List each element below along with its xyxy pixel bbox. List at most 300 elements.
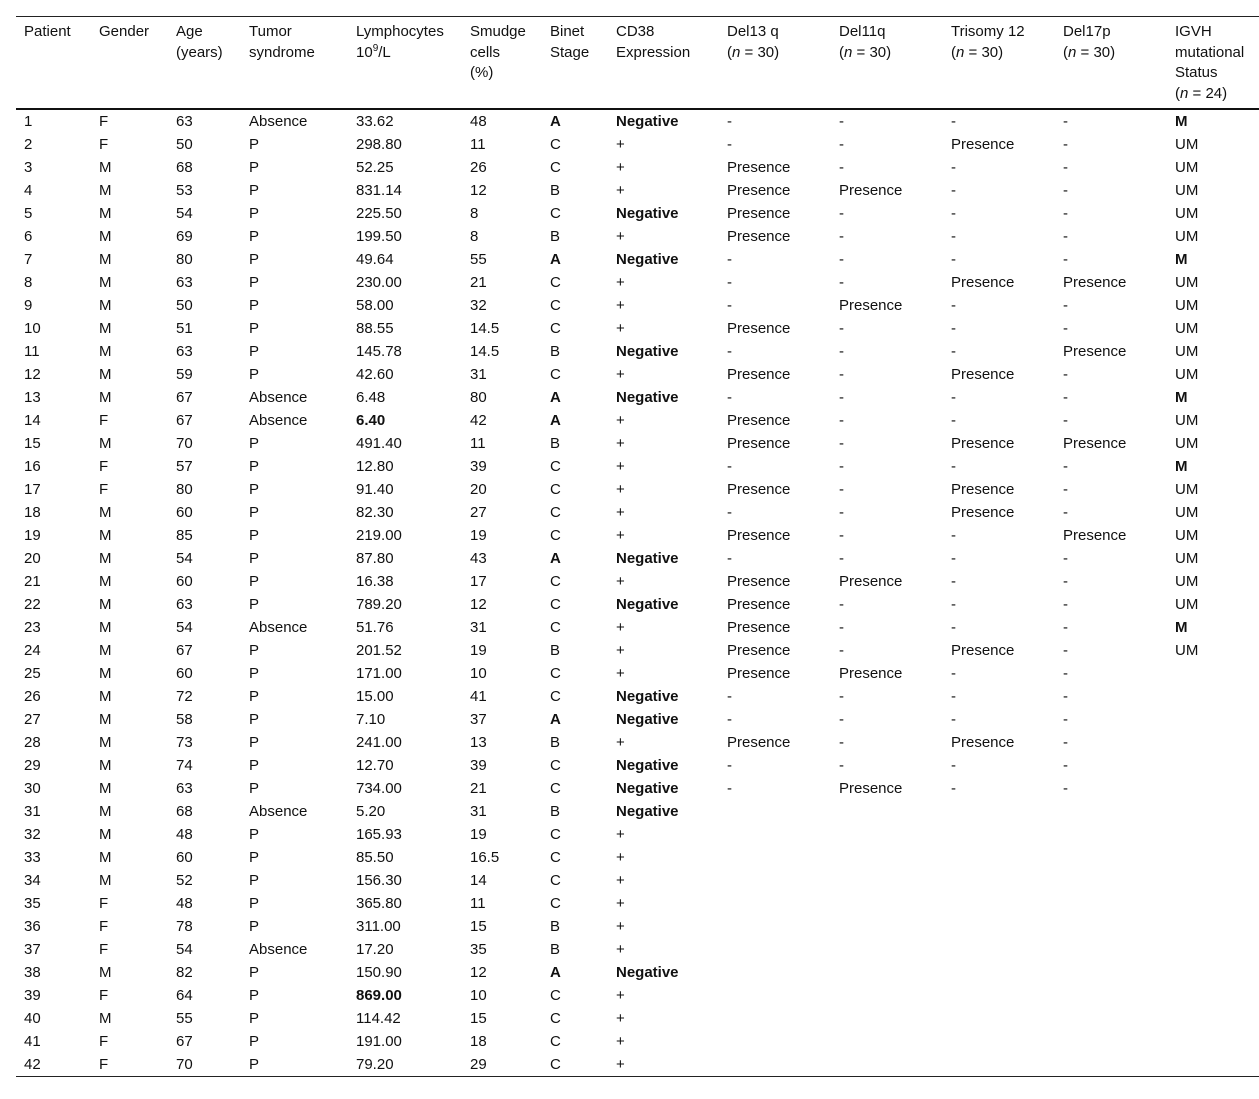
cell-lymphocytes: 33.62 — [356, 113, 394, 130]
cell-lymphocytes: 52.25 — [356, 159, 394, 176]
cell-age: 60 — [176, 849, 193, 866]
cell-igvh — [1167, 961, 1259, 984]
cell-patient: 42 — [24, 1056, 41, 1073]
cell-gender: M — [99, 803, 112, 820]
cell-lymphocytes: 12.70 — [356, 757, 394, 774]
cell-gender: M — [99, 964, 112, 981]
cell-binet-stage: C — [550, 780, 561, 797]
cell-lymphocytes: 42.60 — [356, 366, 394, 383]
cell-lymphocytes: 6.48 — [356, 389, 386, 406]
cell-smudge-cells: 18 — [470, 1033, 487, 1050]
cell-smudge-cells: 14.5 — [470, 320, 500, 337]
cell-smudge-cells: 55 — [470, 251, 487, 268]
cell-age: 59 — [176, 366, 193, 383]
cell-del11q: - — [839, 688, 844, 705]
cell-trisomy12 — [943, 869, 1055, 892]
cell-trisomy12: - — [951, 665, 956, 682]
cell-smudge-cells: 31 — [470, 803, 487, 820]
n-label: (n = 30) — [839, 43, 892, 61]
cell-binet-stage: C — [550, 297, 561, 314]
table-body — [16, 109, 1259, 1077]
cell-patient: 34 — [24, 872, 41, 889]
cell-del17p: - — [1063, 550, 1068, 567]
cell-age: 50 — [176, 136, 193, 153]
cell-gender: F — [99, 941, 109, 958]
cell-lymphocytes: 230.00 — [356, 274, 402, 291]
cell-gender: M — [99, 780, 112, 797]
cell-gender: M — [99, 734, 112, 751]
cell-smudge-cells: 15 — [470, 1010, 487, 1027]
cell-igvh — [1167, 777, 1259, 800]
cell-binet-stage: C — [550, 872, 561, 889]
cell-del11q — [831, 846, 943, 869]
cell-binet-stage: C — [550, 1033, 561, 1050]
cell-patient: 30 — [24, 780, 41, 797]
n-label: (n = 30) — [727, 43, 780, 61]
cell-smudge-cells: 48 — [470, 113, 487, 130]
cell-del13q — [719, 846, 831, 869]
cell-tumor-syndrome: P — [249, 481, 260, 498]
table-row — [16, 202, 1259, 225]
cell-patient: 13 — [24, 389, 41, 406]
cell-cd38: Negative — [616, 688, 679, 705]
cell-age: 54 — [176, 941, 193, 958]
cell-age: 78 — [176, 918, 193, 935]
table-row — [16, 271, 1259, 294]
cell-binet-stage: B — [550, 734, 561, 751]
cell-gender: F — [99, 918, 109, 935]
cell-tumor-syndrome: P — [249, 780, 260, 797]
table-row — [16, 363, 1259, 386]
cell-trisomy12: - — [951, 297, 956, 314]
cell-del13q — [719, 800, 831, 823]
cell-binet-stage: C — [550, 1056, 561, 1073]
cell-del17p — [1055, 823, 1167, 846]
cell-binet-stage: B — [550, 343, 561, 360]
cell-gender: M — [99, 573, 112, 590]
cell-igvh: UM — [1175, 504, 1199, 521]
cell-del17p: - — [1063, 711, 1068, 728]
table-row — [16, 777, 1259, 800]
cell-smudge-cells: 37 — [470, 711, 487, 728]
cell-tumor-syndrome: P — [249, 688, 260, 705]
cell-gender: M — [99, 688, 112, 705]
cell-patient: 5 — [24, 205, 33, 222]
cell-trisomy12: Presence — [951, 435, 1015, 452]
cell-del13q: Presence — [727, 642, 791, 659]
cell-patient: 41 — [24, 1033, 41, 1050]
cell-lymphocytes: 16.38 — [356, 573, 394, 590]
cell-igvh: UM — [1175, 136, 1199, 153]
cell-del13q — [719, 1007, 831, 1030]
cell-del13q: Presence — [727, 366, 791, 383]
cell-del17p: - — [1063, 159, 1068, 176]
cell-del17p: - — [1063, 596, 1068, 613]
cell-del17p: - — [1063, 642, 1068, 659]
cell-del13q — [719, 984, 831, 1007]
cell-cd38: Negative — [616, 596, 679, 613]
cell-binet-stage: C — [550, 573, 561, 590]
cell-cd38: + — [616, 435, 625, 452]
cell-patient: 18 — [24, 504, 41, 521]
cell-del17p: - — [1063, 251, 1068, 268]
cell-del17p: Presence — [1063, 527, 1127, 544]
cell-del13q: Presence — [727, 412, 791, 429]
cell-del11q: - — [839, 205, 844, 222]
table-row — [16, 708, 1259, 731]
cell-tumor-syndrome: P — [249, 895, 260, 912]
cell-age: 54 — [176, 619, 193, 636]
cell-del11q: - — [839, 481, 844, 498]
cell-patient: 12 — [24, 366, 41, 383]
cell-gender: M — [99, 619, 112, 636]
cell-lymphocytes: 365.80 — [356, 895, 402, 912]
cell-patient: 7 — [24, 251, 33, 268]
cell-gender: F — [99, 987, 109, 1004]
cell-patient: 20 — [24, 550, 41, 567]
cell-age: 67 — [176, 1033, 193, 1050]
cell-cd38: Negative — [616, 205, 679, 222]
table-row — [16, 156, 1259, 179]
cell-age: 70 — [176, 435, 193, 452]
cell-del17p — [1055, 915, 1167, 938]
cell-tumor-syndrome: P — [249, 665, 260, 682]
cell-tumor-syndrome: P — [249, 964, 260, 981]
cell-lymphocytes: 199.50 — [356, 228, 402, 245]
cell-smudge-cells: 11 — [470, 435, 486, 452]
cell-del13q — [719, 1053, 831, 1077]
cell-binet-stage: B — [550, 941, 561, 958]
cell-tumor-syndrome: Absence — [249, 412, 308, 429]
cell-smudge-cells: 31 — [470, 619, 487, 636]
cell-cd38: + — [616, 573, 625, 590]
header-del13q: Del13 q (n = 30) — [727, 23, 780, 61]
cell-gender: M — [99, 297, 112, 314]
cell-binet-stage: A — [550, 113, 561, 130]
cell-trisomy12 — [943, 846, 1055, 869]
table-row — [16, 984, 1259, 1007]
cell-smudge-cells: 27 — [470, 504, 487, 521]
cell-del13q: - — [727, 113, 732, 130]
table-row — [16, 432, 1259, 455]
cell-patient: 3 — [24, 159, 33, 176]
cell-patient: 19 — [24, 527, 41, 544]
cell-cd38: + — [616, 274, 625, 291]
table-row — [16, 248, 1259, 271]
cell-del17p: Presence — [1063, 435, 1127, 452]
cell-del11q: - — [839, 596, 844, 613]
cell-lymphocytes: 12.80 — [356, 458, 394, 475]
cell-smudge-cells: 39 — [470, 458, 487, 475]
cell-del17p: - — [1063, 366, 1068, 383]
cell-lymphocytes: 219.00 — [356, 527, 402, 544]
cell-binet-stage: A — [550, 251, 561, 268]
cell-lymphocytes: 150.90 — [356, 964, 402, 981]
cell-del17p: - — [1063, 320, 1068, 337]
cell-gender: M — [99, 596, 112, 613]
cell-age: 68 — [176, 803, 193, 820]
cell-igvh — [1167, 892, 1259, 915]
cell-trisomy12: - — [951, 458, 956, 475]
cell-del13q: Presence — [727, 573, 791, 590]
cell-trisomy12: - — [951, 711, 956, 728]
cell-gender: F — [99, 1033, 109, 1050]
cell-trisomy12: - — [951, 343, 956, 360]
cell-del17p: - — [1063, 113, 1068, 130]
cell-cd38: + — [616, 1010, 625, 1027]
cell-binet-stage: C — [550, 366, 561, 383]
cell-tumor-syndrome: Absence — [249, 619, 308, 636]
cell-del11q — [831, 961, 943, 984]
cell-gender: M — [99, 274, 112, 291]
cell-age: 58 — [176, 711, 193, 728]
header-lymphocytes: Lymphocytes $10^9/L$ — [356, 23, 444, 61]
table-row — [16, 593, 1259, 616]
cell-trisomy12: Presence — [951, 274, 1015, 291]
cell-lymphocytes: 7.10 — [356, 711, 386, 728]
cell-igvh — [1167, 1030, 1259, 1053]
cell-del13q — [719, 915, 831, 938]
cell-tumor-syndrome: P — [249, 642, 260, 659]
cell-trisomy12: - — [951, 550, 956, 567]
cell-binet-stage: C — [550, 826, 561, 843]
cell-smudge-cells: 26 — [470, 159, 487, 176]
cell-smudge-cells: 35 — [470, 941, 487, 958]
table-row — [16, 547, 1259, 570]
table-row — [16, 294, 1259, 317]
cell-cd38: Negative — [616, 113, 679, 130]
cell-patient: 17 — [24, 481, 41, 498]
header-row — [16, 17, 1259, 110]
cell-binet-stage: B — [550, 182, 561, 199]
cell-age: 50 — [176, 297, 193, 314]
cell-del11q: Presence — [839, 297, 903, 314]
cell-del17p: - — [1063, 228, 1068, 245]
cell-patient: 35 — [24, 895, 41, 912]
cell-del13q: - — [727, 343, 732, 360]
cell-age: 54 — [176, 205, 193, 222]
cell-binet-stage: C — [550, 481, 561, 498]
table-row — [16, 938, 1259, 961]
cell-binet-stage: C — [550, 159, 561, 176]
cell-igvh — [1167, 869, 1259, 892]
table-row — [16, 823, 1259, 846]
cell-lymphocytes: 191.00 — [356, 1033, 402, 1050]
table-row — [16, 731, 1259, 754]
cell-lymphocytes: 87.80 — [356, 550, 394, 567]
cell-age: 63 — [176, 780, 193, 797]
cell-patient: 39 — [24, 987, 41, 1004]
cell-gender: M — [99, 665, 112, 682]
cell-lymphocytes: 789.20 — [356, 596, 402, 613]
cell-gender: M — [99, 228, 112, 245]
cell-trisomy12 — [943, 1053, 1055, 1077]
table-row — [16, 616, 1259, 639]
header-binet-stage: Binet Stage — [550, 23, 590, 61]
cell-gender: F — [99, 113, 109, 130]
cell-del11q: Presence — [839, 665, 903, 682]
cell-del17p: - — [1063, 389, 1068, 406]
cell-del11q — [831, 915, 943, 938]
cell-smudge-cells: 17 — [470, 573, 487, 590]
cell-smudge-cells: 21 — [470, 274, 487, 291]
cell-trisomy12: - — [951, 113, 956, 130]
cell-lymphocytes: 491.40 — [356, 435, 402, 452]
cell-del11q: - — [839, 458, 844, 475]
cell-cd38: + — [616, 987, 625, 1004]
cell-tumor-syndrome: P — [249, 320, 260, 337]
cell-trisomy12: Presence — [951, 481, 1015, 498]
table-row — [16, 570, 1259, 593]
cell-del17p: - — [1063, 481, 1068, 498]
cell-trisomy12: - — [951, 757, 956, 774]
cell-smudge-cells: 11 — [470, 895, 486, 912]
cell-smudge-cells: 12 — [470, 964, 487, 981]
table-row — [16, 754, 1259, 777]
cell-tumor-syndrome: P — [249, 182, 260, 199]
cell-del11q — [831, 938, 943, 961]
cell-trisomy12: Presence — [951, 366, 1015, 383]
cell-trisomy12 — [943, 892, 1055, 915]
cell-igvh — [1167, 708, 1259, 731]
cell-cd38: Negative — [616, 757, 679, 774]
cell-cd38: + — [616, 458, 625, 475]
cell-trisomy12: - — [951, 573, 956, 590]
cell-age: 80 — [176, 251, 193, 268]
cell-igvh: UM — [1175, 527, 1199, 544]
cell-del11q: - — [839, 642, 844, 659]
cell-del17p — [1055, 1053, 1167, 1077]
cell-smudge-cells: 12 — [470, 182, 487, 199]
cell-patient: 25 — [24, 665, 41, 682]
cell-patient: 29 — [24, 757, 41, 774]
cell-trisomy12: - — [951, 320, 956, 337]
cell-igvh: M — [1175, 458, 1188, 475]
cell-trisomy12: Presence — [951, 642, 1015, 659]
cell-patient: 22 — [24, 596, 41, 613]
table-row — [16, 225, 1259, 248]
cell-igvh — [1167, 938, 1259, 961]
cell-age: 69 — [176, 228, 193, 245]
cell-age: 72 — [176, 688, 193, 705]
cell-gender: F — [99, 412, 109, 429]
cell-cd38: + — [616, 412, 625, 429]
cell-igvh: UM — [1175, 596, 1199, 613]
cell-igvh: UM — [1175, 343, 1199, 360]
cell-binet-stage: C — [550, 596, 561, 613]
cell-patient: 40 — [24, 1010, 41, 1027]
cell-del13q — [719, 1030, 831, 1053]
cell-lymphocytes: 156.30 — [356, 872, 402, 889]
cell-igvh — [1167, 754, 1259, 777]
cell-del13q: Presence — [727, 228, 791, 245]
cell-igvh — [1167, 823, 1259, 846]
cell-igvh: UM — [1175, 159, 1199, 176]
cell-binet-stage: B — [550, 642, 561, 659]
cell-binet-stage: C — [550, 504, 561, 521]
cell-cd38: Negative — [616, 389, 679, 406]
cell-del11q: - — [839, 113, 844, 130]
cell-tumor-syndrome: Absence — [249, 941, 308, 958]
cell-patient: 37 — [24, 941, 41, 958]
cell-del17p — [1055, 846, 1167, 869]
cell-del11q — [831, 892, 943, 915]
cell-cd38: + — [616, 159, 625, 176]
cell-binet-stage: C — [550, 320, 561, 337]
cell-lymphocytes: 58.00 — [356, 297, 394, 314]
cell-age: 60 — [176, 504, 193, 521]
cell-smudge-cells: 29 — [470, 1056, 487, 1073]
table-row — [16, 340, 1259, 363]
cell-lymphocytes: 298.80 — [356, 136, 402, 153]
cell-age: 67 — [176, 642, 193, 659]
cell-gender: F — [99, 136, 109, 153]
table-row — [16, 109, 1259, 133]
cell-lymphocytes: 17.20 — [356, 941, 394, 958]
cell-igvh: M — [1175, 251, 1188, 268]
cell-tumor-syndrome: P — [249, 734, 260, 751]
cell-binet-stage: A — [550, 389, 561, 406]
cell-trisomy12: - — [951, 205, 956, 222]
cell-del13q: Presence — [727, 665, 791, 682]
cell-del11q: - — [839, 734, 844, 751]
cell-gender: M — [99, 550, 112, 567]
cell-age: 63 — [176, 596, 193, 613]
cell-tumor-syndrome: P — [249, 297, 260, 314]
cell-tumor-syndrome: P — [249, 136, 260, 153]
cell-gender: F — [99, 458, 109, 475]
cell-smudge-cells: 19 — [470, 642, 487, 659]
cell-del11q: - — [839, 228, 844, 245]
cell-binet-stage: A — [550, 964, 561, 981]
table-row — [16, 639, 1259, 662]
cell-age: 73 — [176, 734, 193, 751]
cell-trisomy12: - — [951, 527, 956, 544]
cell-del13q: - — [727, 136, 732, 153]
cell-binet-stage: C — [550, 1010, 561, 1027]
cell-del11q: Presence — [839, 780, 903, 797]
cell-gender: M — [99, 504, 112, 521]
cell-del11q: - — [839, 619, 844, 636]
cell-del17p: - — [1063, 182, 1068, 199]
cell-age: 64 — [176, 987, 193, 1004]
cell-gender: M — [99, 159, 112, 176]
cell-del17p: - — [1063, 458, 1068, 475]
cell-trisomy12: - — [951, 228, 956, 245]
cell-gender: M — [99, 205, 112, 222]
header-age: Age (years) — [176, 23, 223, 61]
cell-tumor-syndrome: P — [249, 573, 260, 590]
cell-igvh: UM — [1175, 274, 1199, 291]
cell-cd38: Negative — [616, 711, 679, 728]
cell-del17p — [1055, 984, 1167, 1007]
cell-tumor-syndrome: P — [249, 159, 260, 176]
cell-igvh — [1167, 846, 1259, 869]
cell-patient: 2 — [24, 136, 33, 153]
cell-tumor-syndrome: P — [249, 366, 260, 383]
cell-lymphocytes: 225.50 — [356, 205, 402, 222]
cell-del11q: - — [839, 251, 844, 268]
table-row — [16, 179, 1259, 202]
cell-cd38: + — [616, 734, 625, 751]
cell-age: 63 — [176, 274, 193, 291]
cell-del11q: Presence — [839, 573, 903, 590]
table-row — [16, 961, 1259, 984]
cell-patient: 6 — [24, 228, 33, 245]
cell-patient: 27 — [24, 711, 41, 728]
cell-lymphocytes: 51.76 — [356, 619, 394, 636]
cell-gender: M — [99, 527, 112, 544]
